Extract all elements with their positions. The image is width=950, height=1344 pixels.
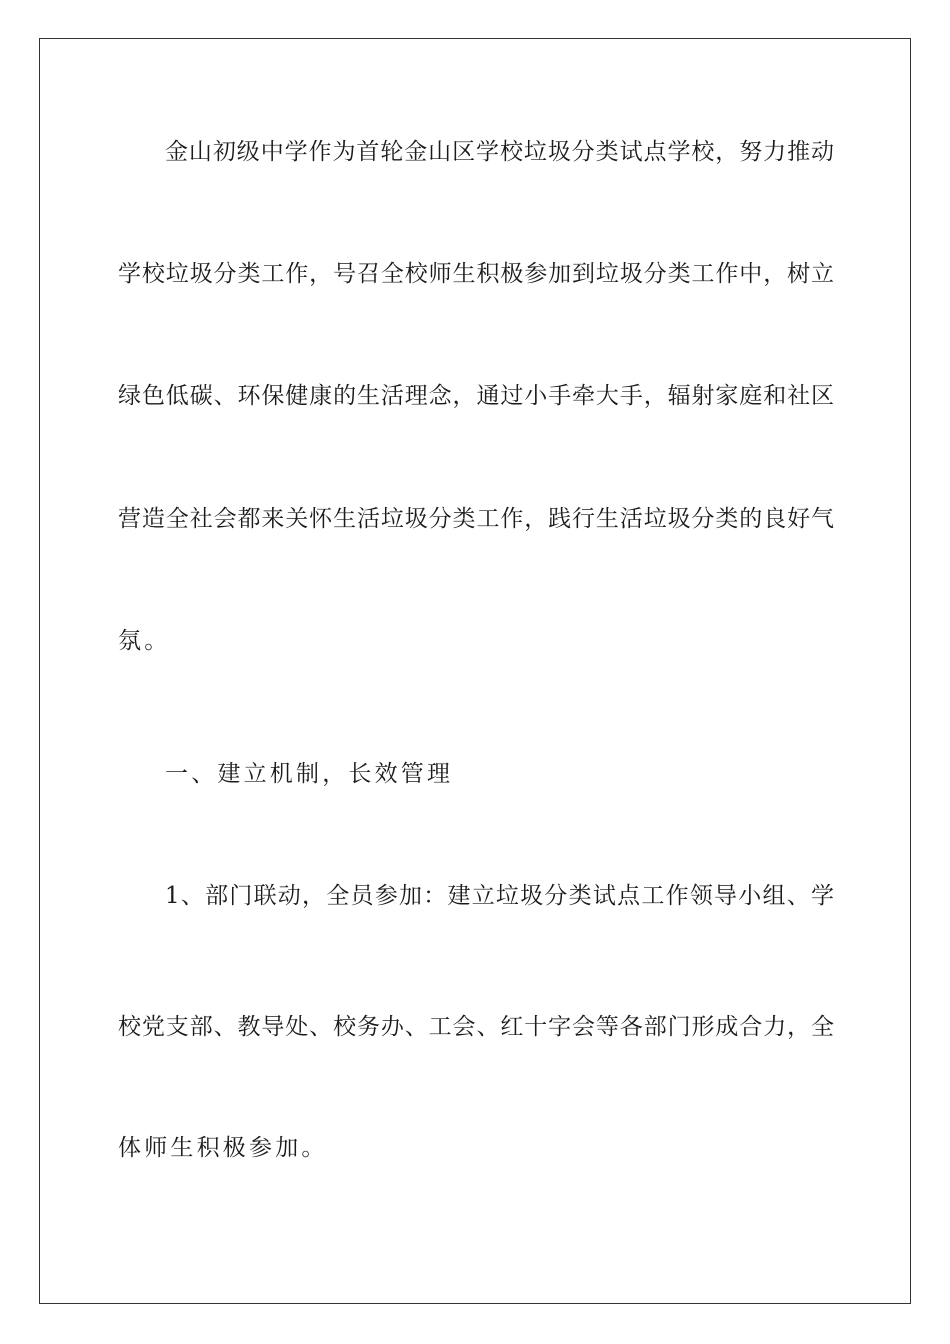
paragraph-1-line-2: 学校垃圾分类工作，号召全校师生积极参加到垃圾分类工作中，树立 [118, 261, 834, 287]
paragraph-2-line-1: 1、部门联动，全员参加：建立垃圾分类试点工作领导小组、学 [165, 883, 834, 909]
paragraph-2-line-3: 体师生积极参加。 [118, 1135, 328, 1161]
paragraph-1-line-5: 氛。 [118, 628, 171, 654]
paragraph-1-line-1: 金山初级中学作为首轮金山区学校垃圾分类试点学校，努力推动 [165, 139, 834, 165]
paragraph-2-line-2: 校党支部、教导处、校务办、工会、红十字会等各部门形成合力，全 [118, 1014, 834, 1040]
paragraph-1-line-3: 绿色低碳、环保健康的生活理念，通过小手牵大手，辐射家庭和社区 [118, 383, 834, 409]
paragraph-1-line-4: 营造全社会都来关怀生活垃圾分类工作，践行生活垃圾分类的良好气 [118, 506, 834, 532]
page-border [39, 38, 911, 1304]
section-heading-1: 一、建立机制，长效管理 [165, 761, 454, 787]
